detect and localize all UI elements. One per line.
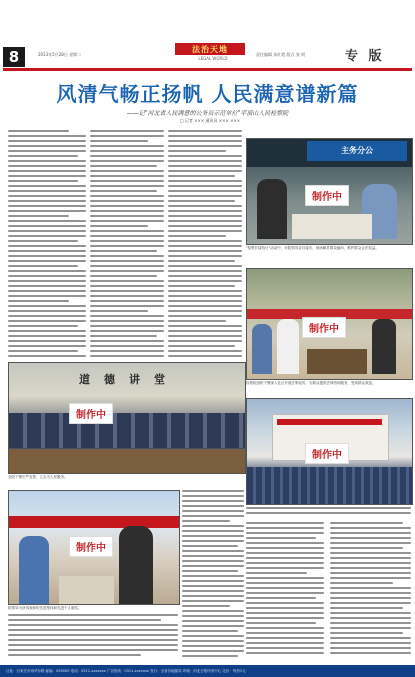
text-line bbox=[182, 520, 230, 522]
text-line bbox=[168, 315, 242, 317]
text-line bbox=[246, 622, 316, 624]
text-line bbox=[330, 562, 411, 564]
text-line bbox=[330, 607, 403, 609]
text-line bbox=[246, 642, 324, 644]
text-line bbox=[8, 195, 86, 197]
text-line bbox=[8, 250, 86, 252]
text-line bbox=[90, 185, 164, 187]
text-line bbox=[90, 275, 157, 277]
text-line bbox=[8, 300, 69, 302]
watermark-stamp: 制作中 bbox=[302, 317, 346, 338]
section-label: 专 版 bbox=[345, 49, 385, 64]
text-line bbox=[90, 195, 164, 197]
text-line bbox=[8, 619, 161, 621]
text-line bbox=[90, 330, 164, 332]
text-line bbox=[168, 270, 242, 272]
text-line bbox=[330, 647, 411, 649]
text-line bbox=[168, 200, 235, 202]
text-line bbox=[168, 195, 242, 197]
text-line bbox=[246, 652, 324, 654]
text-line bbox=[8, 180, 78, 182]
text-line bbox=[168, 325, 242, 327]
text-line bbox=[90, 230, 164, 232]
body-text-column bbox=[90, 130, 164, 360]
text-line bbox=[90, 270, 164, 272]
text-line bbox=[246, 527, 324, 529]
text-line bbox=[182, 625, 244, 627]
text-line bbox=[330, 567, 411, 569]
text-line bbox=[8, 210, 86, 212]
photo-award-ceremony bbox=[8, 490, 180, 605]
text-line bbox=[330, 632, 403, 634]
text-line bbox=[168, 185, 242, 187]
text-line bbox=[8, 614, 178, 616]
text-line bbox=[168, 145, 242, 147]
text-line bbox=[90, 300, 164, 302]
text-line bbox=[8, 160, 86, 162]
text-line bbox=[90, 325, 164, 327]
text-line bbox=[90, 155, 164, 157]
text-line bbox=[182, 610, 244, 612]
text-line bbox=[182, 565, 244, 567]
text-line bbox=[168, 210, 242, 212]
text-line bbox=[8, 350, 78, 352]
text-line bbox=[168, 175, 235, 177]
text-line bbox=[182, 515, 244, 517]
text-line bbox=[182, 490, 244, 492]
text-line bbox=[90, 135, 164, 137]
header-rule bbox=[3, 68, 412, 71]
watermark-stamp: 制作中 bbox=[305, 185, 349, 206]
text-line bbox=[168, 215, 242, 217]
page-footer: 社址：石家庄市裕华东路 邮编：050000 电话：0311-xxxxxxx 广告热线：0311-xxxxxxx 发行：全省各地邮局 印刷：河北日报印务中心 定价：每份1元 bbox=[0, 665, 415, 677]
text-line bbox=[168, 240, 242, 242]
text-line bbox=[246, 537, 316, 539]
text-line bbox=[168, 170, 242, 172]
text-line bbox=[8, 345, 86, 347]
text-line bbox=[8, 295, 86, 297]
text-line bbox=[8, 290, 86, 292]
text-line bbox=[182, 545, 238, 547]
text-line bbox=[246, 567, 324, 569]
photo-caption: "检察长接待日"活动中，市院领导亲自接访，现场解答群众疑问，维护群众合法权益。 bbox=[246, 246, 379, 250]
text-line bbox=[8, 175, 86, 177]
text-line bbox=[8, 649, 178, 651]
text-line bbox=[8, 135, 86, 137]
text-line bbox=[246, 637, 324, 639]
text-line bbox=[330, 537, 411, 539]
text-line bbox=[8, 315, 86, 317]
text-line bbox=[8, 205, 86, 207]
text-line bbox=[182, 570, 238, 572]
text-line bbox=[330, 642, 411, 644]
text-line bbox=[90, 315, 164, 317]
text-line bbox=[246, 587, 324, 589]
text-line bbox=[168, 255, 242, 257]
text-line bbox=[330, 637, 411, 639]
text-line bbox=[8, 165, 86, 167]
text-line bbox=[8, 654, 141, 656]
text-line bbox=[246, 602, 324, 604]
text-line bbox=[168, 265, 242, 267]
text-line bbox=[8, 220, 86, 222]
text-line bbox=[246, 532, 324, 534]
text-line bbox=[168, 350, 242, 352]
text-line bbox=[330, 527, 411, 529]
photo-building-assembly bbox=[246, 398, 413, 505]
text-line bbox=[90, 140, 148, 142]
text-line bbox=[168, 290, 242, 292]
text-line bbox=[90, 205, 164, 207]
text-line bbox=[182, 615, 244, 617]
text-line bbox=[90, 255, 164, 257]
text-line bbox=[90, 345, 164, 347]
text-line bbox=[168, 180, 242, 182]
issue-date: 2013年5月28日 星期二 bbox=[38, 52, 82, 57]
text-line bbox=[90, 305, 164, 307]
text-line bbox=[8, 235, 86, 237]
text-line bbox=[8, 330, 86, 332]
text-line bbox=[246, 547, 324, 549]
text-line bbox=[90, 220, 164, 222]
text-line bbox=[330, 587, 411, 589]
text-line bbox=[90, 175, 164, 177]
text-line bbox=[168, 340, 242, 342]
text-line bbox=[168, 160, 242, 162]
text-line bbox=[8, 145, 86, 147]
text-line bbox=[168, 140, 242, 142]
text-line bbox=[168, 190, 242, 192]
body-text-column bbox=[8, 130, 86, 360]
text-line bbox=[246, 552, 324, 554]
text-line bbox=[8, 240, 78, 242]
text-line bbox=[182, 595, 244, 597]
text-line bbox=[90, 245, 164, 247]
photo-caption: 院领导为获得表彰的先进集体和先进个人颁奖。 bbox=[8, 606, 82, 610]
text-line bbox=[182, 535, 244, 537]
text-line bbox=[246, 647, 324, 649]
text-line bbox=[182, 530, 244, 532]
text-line bbox=[90, 200, 164, 202]
body-text-column bbox=[182, 490, 244, 660]
text-line bbox=[246, 607, 324, 609]
text-line bbox=[246, 522, 324, 524]
body-text-column bbox=[168, 130, 242, 360]
body-text-column bbox=[330, 522, 411, 660]
text-line bbox=[168, 310, 242, 312]
text-line bbox=[246, 557, 324, 559]
text-line bbox=[8, 130, 69, 132]
text-line bbox=[330, 577, 411, 579]
subheadline: ——记"河北省人民满意的公务员示范单位"平顶山人民检察院 bbox=[126, 110, 289, 117]
text-line bbox=[8, 629, 178, 631]
text-line bbox=[8, 200, 86, 202]
text-line bbox=[90, 280, 164, 282]
text-line bbox=[90, 335, 157, 337]
text-line bbox=[8, 150, 86, 152]
text-line bbox=[8, 275, 86, 277]
masthead: 法治天地 bbox=[175, 43, 245, 55]
text-line bbox=[8, 270, 86, 272]
text-line bbox=[330, 602, 411, 604]
text-line bbox=[168, 335, 242, 337]
text-line bbox=[90, 320, 164, 322]
text-line bbox=[246, 577, 324, 579]
text-line bbox=[168, 135, 242, 137]
text-line bbox=[182, 630, 238, 632]
text-line bbox=[90, 260, 164, 262]
text-line bbox=[182, 580, 244, 582]
text-line bbox=[8, 190, 86, 192]
text-line bbox=[8, 639, 178, 641]
watermark-stamp: 制作中 bbox=[69, 403, 113, 424]
text-line bbox=[168, 250, 242, 252]
text-line bbox=[246, 592, 324, 594]
text-line bbox=[182, 540, 244, 542]
text-line bbox=[90, 265, 164, 267]
masthead-subtitle: LEGAL WORLD bbox=[198, 56, 228, 61]
text-line bbox=[90, 130, 164, 132]
text-line bbox=[246, 612, 324, 614]
body-text-column bbox=[246, 522, 324, 660]
text-line bbox=[90, 310, 148, 312]
text-line bbox=[330, 617, 411, 619]
text-line bbox=[8, 155, 78, 157]
photo-caption: 检察院组织干警深入社区开展法制宣传，为群众提供法律咨询服务，受到群众欢迎。 bbox=[246, 381, 376, 385]
text-line bbox=[330, 597, 411, 599]
text-line bbox=[8, 285, 86, 287]
text-line bbox=[168, 355, 242, 357]
text-line bbox=[8, 320, 86, 322]
text-line bbox=[168, 295, 242, 297]
text-line bbox=[168, 345, 235, 347]
text-line bbox=[168, 305, 242, 307]
text-line bbox=[90, 295, 164, 297]
text-line bbox=[90, 160, 164, 162]
text-line bbox=[168, 285, 235, 287]
text-line bbox=[182, 575, 244, 577]
text-line bbox=[246, 632, 324, 634]
text-line bbox=[8, 265, 78, 267]
text-line bbox=[8, 260, 86, 262]
text-line bbox=[8, 624, 178, 626]
text-line bbox=[8, 215, 69, 217]
text-line bbox=[168, 155, 242, 157]
text-line bbox=[168, 205, 242, 207]
text-line bbox=[168, 260, 235, 262]
text-line bbox=[168, 225, 242, 227]
text-line bbox=[90, 150, 164, 152]
text-line bbox=[330, 612, 411, 614]
text-line bbox=[90, 180, 164, 182]
text-line bbox=[90, 210, 164, 212]
text-line bbox=[330, 542, 411, 544]
text-line bbox=[246, 627, 324, 629]
text-line bbox=[182, 655, 238, 657]
text-line bbox=[182, 640, 244, 642]
text-line bbox=[90, 190, 157, 192]
text-line bbox=[8, 310, 86, 312]
editor-credit: 责任编辑 朱红霞 版式 张 明 bbox=[256, 52, 306, 57]
text-line bbox=[8, 335, 86, 337]
text-line bbox=[168, 130, 242, 132]
headline: 风清气畅正扬帆 人民满意谱新篇 bbox=[56, 82, 359, 106]
text-line bbox=[8, 305, 86, 307]
text-line bbox=[90, 225, 148, 227]
text-line bbox=[330, 552, 411, 554]
text-line bbox=[90, 285, 164, 287]
text-line bbox=[182, 560, 244, 562]
text-line bbox=[246, 512, 411, 514]
byline: □ 记者 ××× 通讯员 ××× ××× bbox=[179, 118, 241, 123]
text-line bbox=[330, 592, 411, 594]
text-line bbox=[90, 235, 164, 237]
text-line bbox=[90, 355, 164, 357]
text-line bbox=[90, 350, 164, 352]
text-line bbox=[168, 165, 242, 167]
text-line bbox=[90, 240, 164, 242]
text-line bbox=[246, 582, 324, 584]
text-line bbox=[8, 255, 86, 257]
text-line bbox=[8, 644, 178, 646]
text-line bbox=[8, 225, 86, 227]
text-line bbox=[182, 635, 244, 637]
text-line bbox=[168, 275, 242, 277]
text-line bbox=[182, 600, 244, 602]
text-line bbox=[90, 145, 164, 147]
text-line bbox=[8, 634, 178, 636]
text-line bbox=[246, 617, 324, 619]
body-text-column bbox=[246, 507, 411, 519]
photo-reception: 主务分公 制作中 bbox=[246, 138, 413, 245]
text-line bbox=[330, 572, 411, 574]
text-line bbox=[168, 220, 242, 222]
text-line bbox=[168, 235, 226, 237]
text-line bbox=[168, 320, 226, 322]
text-line bbox=[8, 245, 86, 247]
watermark-stamp: 制作中 bbox=[305, 443, 349, 464]
text-line bbox=[168, 150, 226, 152]
text-line bbox=[330, 582, 393, 584]
text-line bbox=[90, 340, 164, 342]
text-line bbox=[182, 605, 230, 607]
text-line bbox=[182, 645, 244, 647]
text-line bbox=[182, 505, 244, 507]
text-line bbox=[8, 230, 86, 232]
text-line bbox=[182, 525, 244, 527]
text-line bbox=[246, 597, 316, 599]
text-line bbox=[90, 215, 164, 217]
watermark-stamp: 制作中 bbox=[69, 536, 113, 557]
text-line bbox=[182, 620, 244, 622]
text-line bbox=[182, 555, 244, 557]
text-line bbox=[182, 500, 244, 502]
text-line bbox=[168, 330, 242, 332]
text-line bbox=[8, 325, 78, 327]
text-line bbox=[168, 300, 242, 302]
text-line bbox=[182, 495, 244, 497]
text-line bbox=[246, 562, 324, 564]
photo-community-service bbox=[246, 268, 413, 380]
text-line bbox=[182, 650, 244, 652]
text-line bbox=[182, 590, 244, 592]
text-line bbox=[182, 510, 244, 512]
text-line bbox=[8, 280, 86, 282]
text-line bbox=[90, 290, 164, 292]
photo-oath-ceremony: 道德讲堂 制作中 bbox=[8, 362, 246, 474]
text-line bbox=[246, 542, 324, 544]
text-line bbox=[182, 585, 244, 587]
text-line bbox=[90, 250, 157, 252]
body-text-column bbox=[8, 614, 178, 660]
text-line bbox=[8, 185, 86, 187]
text-line bbox=[168, 230, 242, 232]
text-line bbox=[8, 340, 86, 342]
text-line bbox=[330, 627, 411, 629]
text-line bbox=[330, 652, 411, 654]
text-line bbox=[246, 507, 411, 509]
text-line bbox=[90, 170, 164, 172]
photo-caption: 全院干警庄严宣誓，立志为人民服务。 bbox=[8, 475, 68, 479]
text-line bbox=[330, 522, 403, 524]
text-line bbox=[8, 170, 86, 172]
text-line bbox=[330, 557, 411, 559]
text-line bbox=[182, 550, 244, 552]
text-line bbox=[330, 622, 411, 624]
text-line bbox=[168, 280, 242, 282]
text-line bbox=[90, 165, 157, 167]
text-line bbox=[330, 532, 411, 534]
text-line bbox=[8, 140, 86, 142]
text-line bbox=[168, 245, 242, 247]
text-line bbox=[330, 547, 403, 549]
text-line bbox=[246, 572, 307, 574]
page-number: 8 bbox=[3, 47, 25, 67]
text-line bbox=[8, 355, 86, 357]
